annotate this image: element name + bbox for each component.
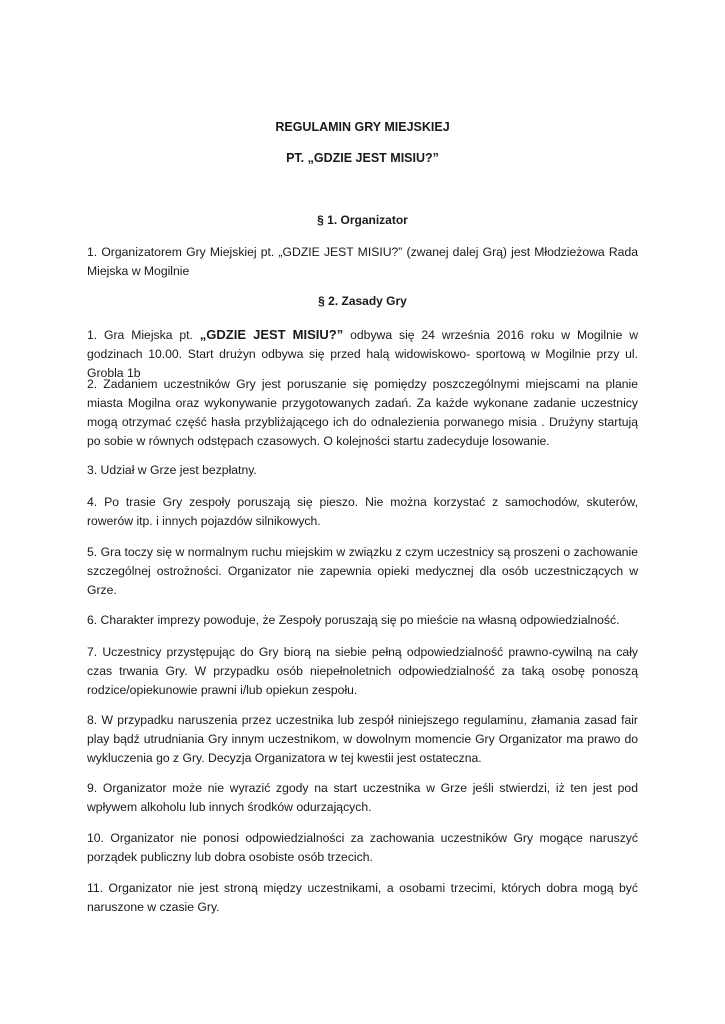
paragraph-zasady-6: 6. Charakter imprezy powoduje, że Zespoły poruszają się po mieście na własną odpowiedzialność. (87, 613, 620, 627)
paragraph-zasady-4: 4. Po trasie Gry zespoły poruszają się pieszo. Nie można korzystać z samochodów, skuterów, rowerów itp. i innych pojazdów silnikowych. (87, 495, 638, 528)
paragraph-zasady-9: 9. Organizator może nie wyrazić zgody na start uczestnika w Grze jeśli stwierdzi, iż ten jest pod wpływem alkoholu lub innych środków odurzających. (87, 781, 638, 814)
document-page (87, 0, 638, 1024)
paragraph-zasady-10: 10. Organizator nie ponosi odpowiedzialności za zachowania uczestników Gry mogące naruszyć porządek publiczny lub dobra osobiste osób trzecich. (87, 831, 638, 864)
document-title: REGULAMIN GRY MIEJSKIEJ (275, 120, 450, 134)
paragraph-zasady-2: 2. Zadaniem uczestników Gry jest poruszanie się pomiędzy poszczególnymi miejscami na planie miasta Mogilna oraz wykonywanie przygotowanych zadań. Za każde wykonane zadanie uczestnicy mogą otrzymać część hasła przybliżającego ich do odnalezienia porwanego misia . Drużyny startują po sobie w równych odstępach czasowych. O kolejności startu zadecyduje losowanie. (87, 377, 638, 448)
paragraph-organizator-1: 1. Organizatorem Gry Miejskiej pt. „GDZIE JEST MISIU?” (zwanej dalej Grą) jest Młodzieżowa Rada Miejska w Mogilnie (87, 245, 638, 278)
paragraph-prefix: 1. Gra Miejska pt. (87, 328, 200, 342)
section-heading-zasady: § 2. Zasady Gry (318, 294, 407, 308)
paragraph-zasady-11: 11. Organizator nie jest stroną między uczestnikami, a osobami trzecimi, których dobra mogą być naruszone w czasie Gry. (87, 881, 638, 914)
paragraph-zasady-3: 3. Udział w Grze jest bezpłatny. (87, 463, 257, 477)
paragraph-zasady-8: 8. W przypadku naruszenia przez uczestnika lub zespół niniejszego regulaminu, złamania zasad fair play bądź utrudniania Gry innym uczestnikom, w dowolnym momencie Gry Organizator ma prawo do wykluczenia go z Gry. Decyzja Organizatora w tej kwestii jest ostateczna. (87, 713, 638, 765)
paragraph-zasady-5: 5. Gra toczy się w normalnym ruchu miejskim w związku z czym uczestnicy są proszeni o zachowanie szczególnej ostrożności. Organizator nie zapewnia opieki medycznej dla osób uczestniczących w Grze. (87, 545, 638, 597)
document-subtitle: PT. „GDZIE JEST MISIU?” (286, 151, 439, 165)
paragraph-suffix: odbywa się 24 września 2016 roku w Mogilnie w godzinach 10.00. Start drużyn odbywa się przed halą widowiskowo- sportową w Mogilnie przy ul. Grobla 1b (87, 328, 639, 380)
paragraph-zasady-7: 7. Uczestnicy przystępując do Gry biorą na siebie pełną odpowiedzialność prawno-cywilną na cały czas trwania Gry. W przypadku osób niepełnoletnich odpowiedzialność za taką osobę ponoszą rodzice/opiekunowie prawni i/lub opiekun zespołu. (87, 645, 638, 697)
title-block (87, 118, 638, 167)
game-name-emphasis: „GDZIE JEST MISIU?” (199, 327, 344, 342)
section-heading-organizator: § 1. Organizator (317, 213, 408, 227)
